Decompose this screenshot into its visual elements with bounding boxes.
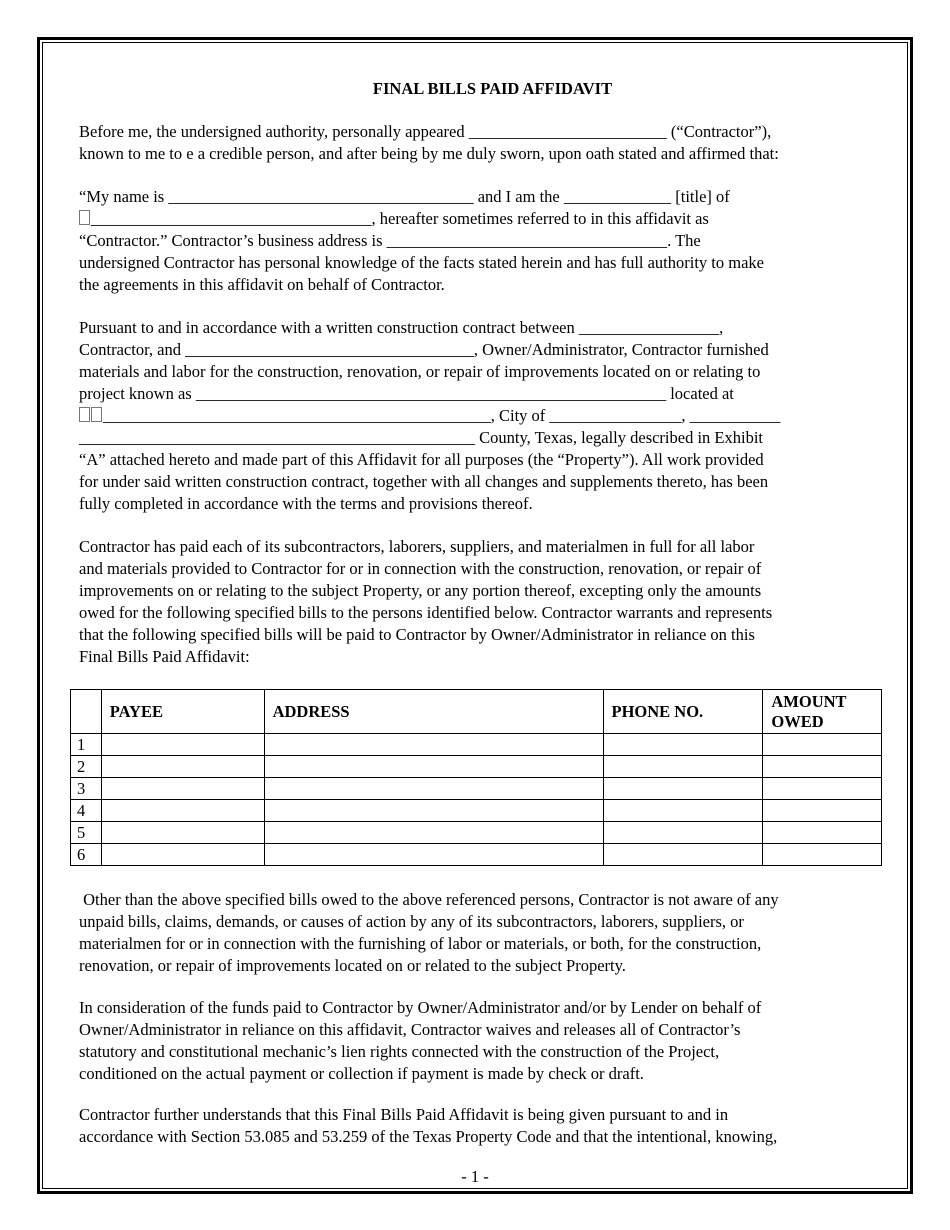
text-line: In consideration of the funds paid to Contractor by Owner/Administrator and/or by Lender on behalf of	[79, 998, 762, 1017]
text-line: unpaid bills, claims, demands, or causes of action by any of its subcontractors, laborers, suppliers, or	[79, 912, 744, 931]
form-field-marker-icon	[91, 407, 102, 422]
text-line: and materials provided to Contractor for or in connection with the construction, renovation, or repair of	[79, 559, 762, 578]
address-header: ADDRESS	[264, 690, 603, 734]
text-line: renovation, or repair of improvements located on or related to the subject Property.	[79, 956, 626, 975]
document-title: FINAL BILLS PAID AFFIDAVIT	[372, 79, 613, 98]
table-row	[71, 844, 882, 866]
text-line: for under said written construction contract, together with all changes and supplements thereto, has been	[79, 472, 769, 491]
amount-cell[interactable]	[763, 800, 882, 822]
address-cell[interactable]	[264, 822, 603, 844]
payee-cell[interactable]	[101, 844, 264, 866]
table-row	[71, 756, 882, 778]
amount-cell[interactable]	[763, 822, 882, 844]
text-line: Other than the above specified bills owed to the above referenced persons, Contractor is not aware of any	[79, 890, 779, 909]
text-line: ________________________________________________ County, Texas, legally described in Exhibit	[79, 428, 764, 447]
paragraph-identity	[79, 186, 872, 296]
text-line: Contractor, and ___________________________________, Owner/Administrator, Contractor furnished	[79, 340, 769, 359]
row-number: 5	[71, 822, 102, 844]
text-line: fully completed in accordance with the terms and provisions thereof.	[79, 494, 533, 513]
text-line: Pursuant to and in accordance with a written construction contract between _________________,	[79, 318, 724, 337]
amount-cell[interactable]	[763, 756, 882, 778]
text-line: materialmen for or in connection with the furnishing of labor or materials, or both, for the construction,	[79, 934, 762, 953]
text-line: Contractor further understands that this Final Bills Paid Affidavit is being given pursuant to and in	[79, 1105, 729, 1124]
payee-header: PAYEE	[101, 690, 264, 734]
table-row	[71, 822, 882, 844]
address-cell[interactable]	[264, 844, 603, 866]
text-line: “A” attached hereto and made part of this Affidavit for all purposes (the “Property”). All work provided	[79, 450, 764, 469]
bills-owed-table	[70, 689, 882, 866]
address-cell[interactable]	[264, 756, 603, 778]
text-line: Before me, the undersigned authority, personally appeared ________________________ (“Contractor”),	[79, 122, 772, 141]
table-row	[71, 800, 882, 822]
phone-header: PHONE NO.	[603, 690, 763, 734]
table-row	[71, 778, 882, 800]
text-line: known to me to e a credible person, and after being by me duly sworn, upon oath stated and affirmed that:	[79, 144, 779, 163]
text-line: materials and labor for the construction, renovation, or repair of improvements located on or relating to	[79, 362, 761, 381]
payee-cell[interactable]	[101, 822, 264, 844]
payee-cell[interactable]	[101, 756, 264, 778]
paragraph-contract	[79, 317, 872, 515]
text-line: “Contractor.” Contractor’s business address is __________________________________. The	[79, 231, 701, 250]
table-header-row	[71, 690, 882, 734]
text-line: that the following specified bills will be paid to Contractor by Owner/Administrator in reliance on this	[79, 625, 755, 644]
phone-cell[interactable]	[603, 800, 763, 822]
address-cell[interactable]	[264, 778, 603, 800]
paragraph-appearance	[79, 121, 872, 165]
amount-owed-header: AMOUNT OWED	[763, 690, 882, 734]
form-field-marker-icon	[79, 407, 90, 422]
text-line: accordance with Section 53.085 and 53.259 of the Texas Property Code and that the intentional, knowing,	[79, 1127, 778, 1146]
form-field-marker-icon	[79, 210, 90, 225]
amount-cell[interactable]	[763, 844, 882, 866]
amount-cell[interactable]	[763, 734, 882, 756]
text-line: improvements on or relating to the subject Property, or any portion thereof, excepting only the amounts	[79, 581, 762, 600]
paragraph-payments	[79, 536, 872, 668]
text-line: Final Bills Paid Affidavit:	[79, 647, 250, 666]
phone-cell[interactable]	[603, 778, 763, 800]
row-number-header	[71, 690, 102, 734]
text-line-content: __________________________________, hereafter sometimes referred to in this affidavit as	[91, 209, 709, 228]
text-line: the agreements in this affidavit on behalf of Contractor.	[79, 275, 445, 294]
text-line-with-checkbox	[79, 208, 872, 230]
paragraph-property-code	[79, 1104, 879, 1148]
text-line: project known as _________________________________________________________ located at	[79, 384, 734, 403]
affidavit-body	[79, 78, 872, 668]
amount-cell[interactable]	[763, 778, 882, 800]
text-line: Contractor has paid each of its subcontractors, laborers, suppliers, and materialmen in full for all labor	[79, 537, 755, 556]
row-number: 1	[71, 734, 102, 756]
paragraph-no-other-claims	[79, 889, 879, 977]
payee-cell[interactable]	[101, 778, 264, 800]
text-line-with-checkbox	[79, 405, 872, 427]
address-cell[interactable]	[264, 734, 603, 756]
paragraph-lien-waiver	[79, 997, 879, 1085]
row-number: 4	[71, 800, 102, 822]
address-cell[interactable]	[264, 800, 603, 822]
phone-cell[interactable]	[603, 734, 763, 756]
text-line: “My name is _____________________________________ and I am the _____________ [title] of	[79, 187, 730, 206]
text-line-content: _______________________________________________, City of ________________, ___________	[103, 406, 781, 425]
phone-cell[interactable]	[603, 844, 763, 866]
text-line: conditioned on the actual payment or collection if payment is made by check or draft.	[79, 1064, 644, 1083]
table-row	[71, 734, 882, 756]
page-number: - 1 -	[461, 1167, 489, 1186]
text-line: statutory and constitutional mechanic’s lien rights connected with the construction of the Project,	[79, 1042, 720, 1061]
phone-cell[interactable]	[603, 822, 763, 844]
row-number: 3	[71, 778, 102, 800]
row-number: 6	[71, 844, 102, 866]
payee-cell[interactable]	[101, 734, 264, 756]
text-line: Owner/Administrator in reliance on this affidavit, Contractor waives and releases all of Contractor’s	[79, 1020, 741, 1039]
payee-cell[interactable]	[101, 800, 264, 822]
row-number: 2	[71, 756, 102, 778]
text-line: undersigned Contractor has personal knowledge of the facts stated herein and has full authority to make	[79, 253, 764, 272]
phone-cell[interactable]	[603, 756, 763, 778]
text-line: owed for the following specified bills to the persons identified below. Contractor warrants and represents	[79, 603, 773, 622]
